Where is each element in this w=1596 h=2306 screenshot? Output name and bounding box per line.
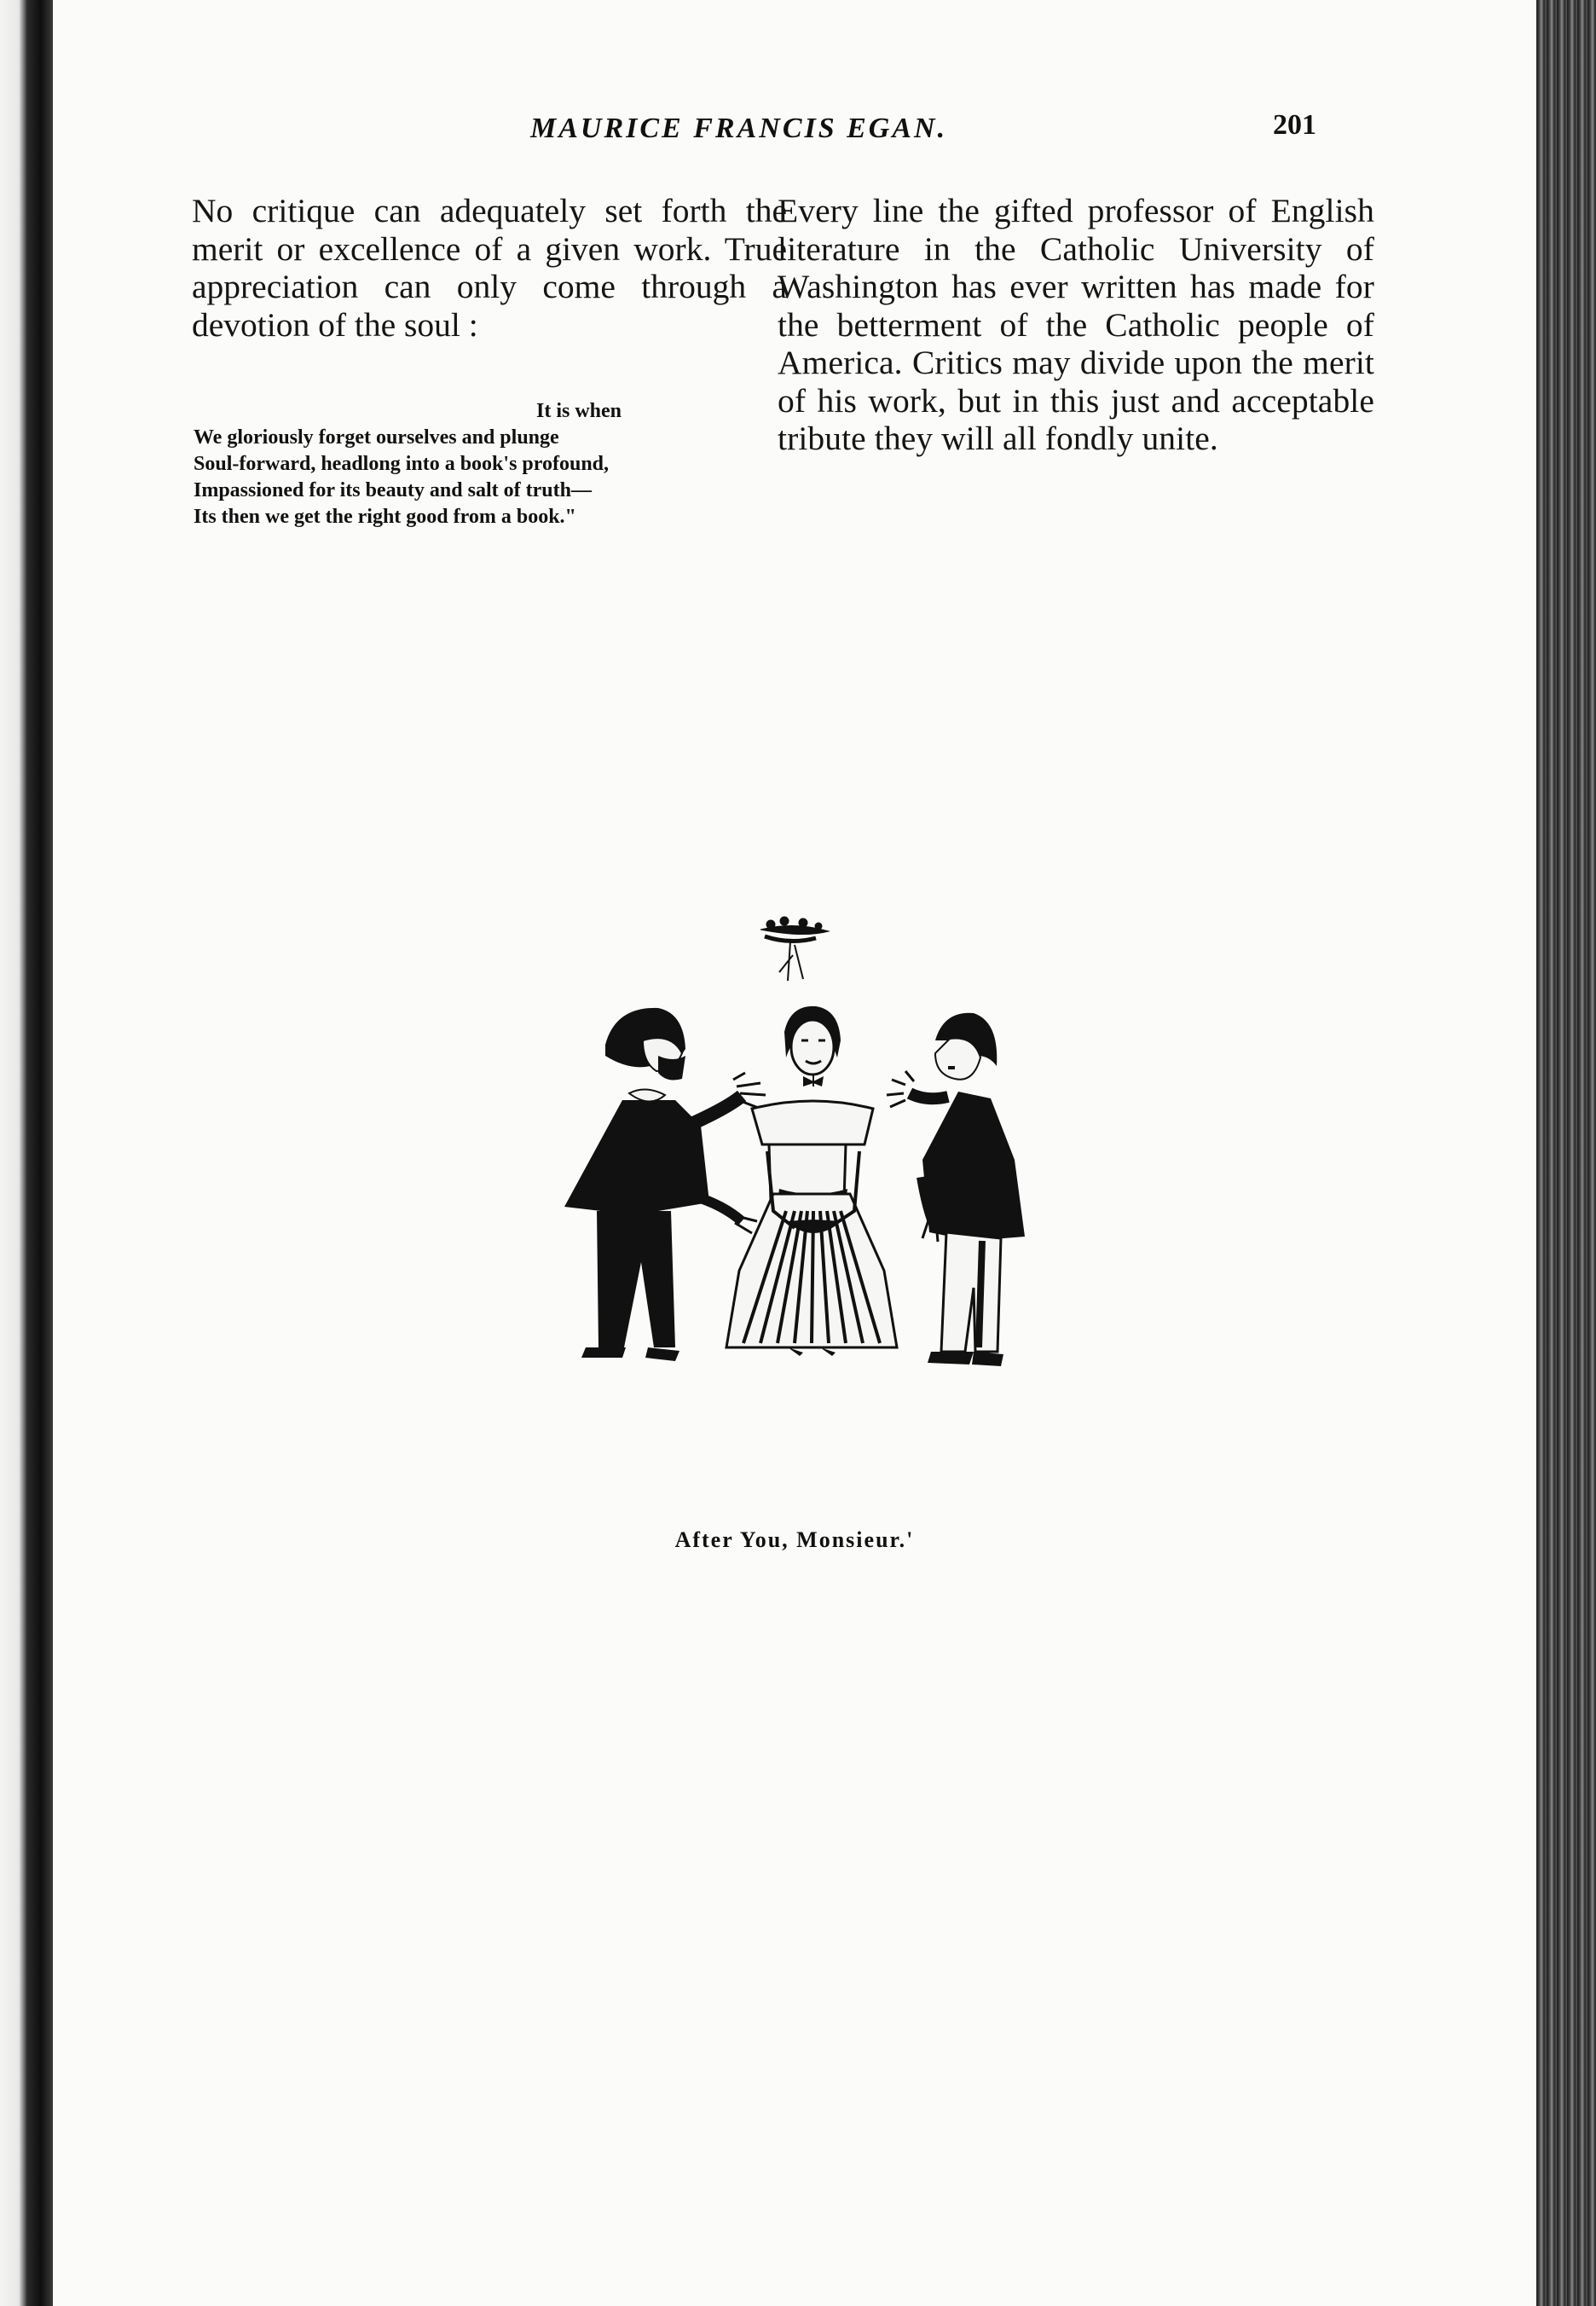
- book-gutter-left: [0, 0, 53, 2306]
- verse-line: Soul-forward, headlong into a book's profound,: [194, 453, 610, 475]
- verse-line: We gloriously forget ourselves and plunge: [194, 426, 559, 449]
- page-number: 201: [1273, 109, 1316, 141]
- left-paragraph: No critique can adequately set forth the merit or excellence of a given work. True appreciation can only come through a devotion of the soul :: [192, 192, 787, 344]
- illustration-caption: After You, Monsieur.': [674, 1527, 915, 1552]
- woman-figure: [726, 1006, 897, 1356]
- book-page-edges-right: [1536, 0, 1596, 2306]
- verse-line: Impassioned for its beauty and salt of truth—: [194, 479, 592, 501]
- verse-quotation: [194, 398, 795, 530]
- left-column: [192, 192, 787, 344]
- right-column: [778, 192, 1374, 458]
- verse-line: Its then we get the right good from a book.": [194, 506, 576, 528]
- book-page: [53, 0, 1536, 2306]
- mistletoe-illustration: [547, 904, 1093, 1518]
- mistletoe-icon: [760, 917, 829, 981]
- running-title: MAURICE FRANCIS EGAN.: [530, 113, 948, 144]
- right-man-figure: [887, 1013, 1025, 1366]
- right-paragraph: Every line the gifted professor of English literature in the Catholic University of Washington has ever written has made for the betterment of the Catholic people of America. Critics may divide upon the merit of his work, but in this just and acceptable tribute they will all fondly unite.: [778, 192, 1374, 457]
- verse-line: It is when: [536, 400, 622, 422]
